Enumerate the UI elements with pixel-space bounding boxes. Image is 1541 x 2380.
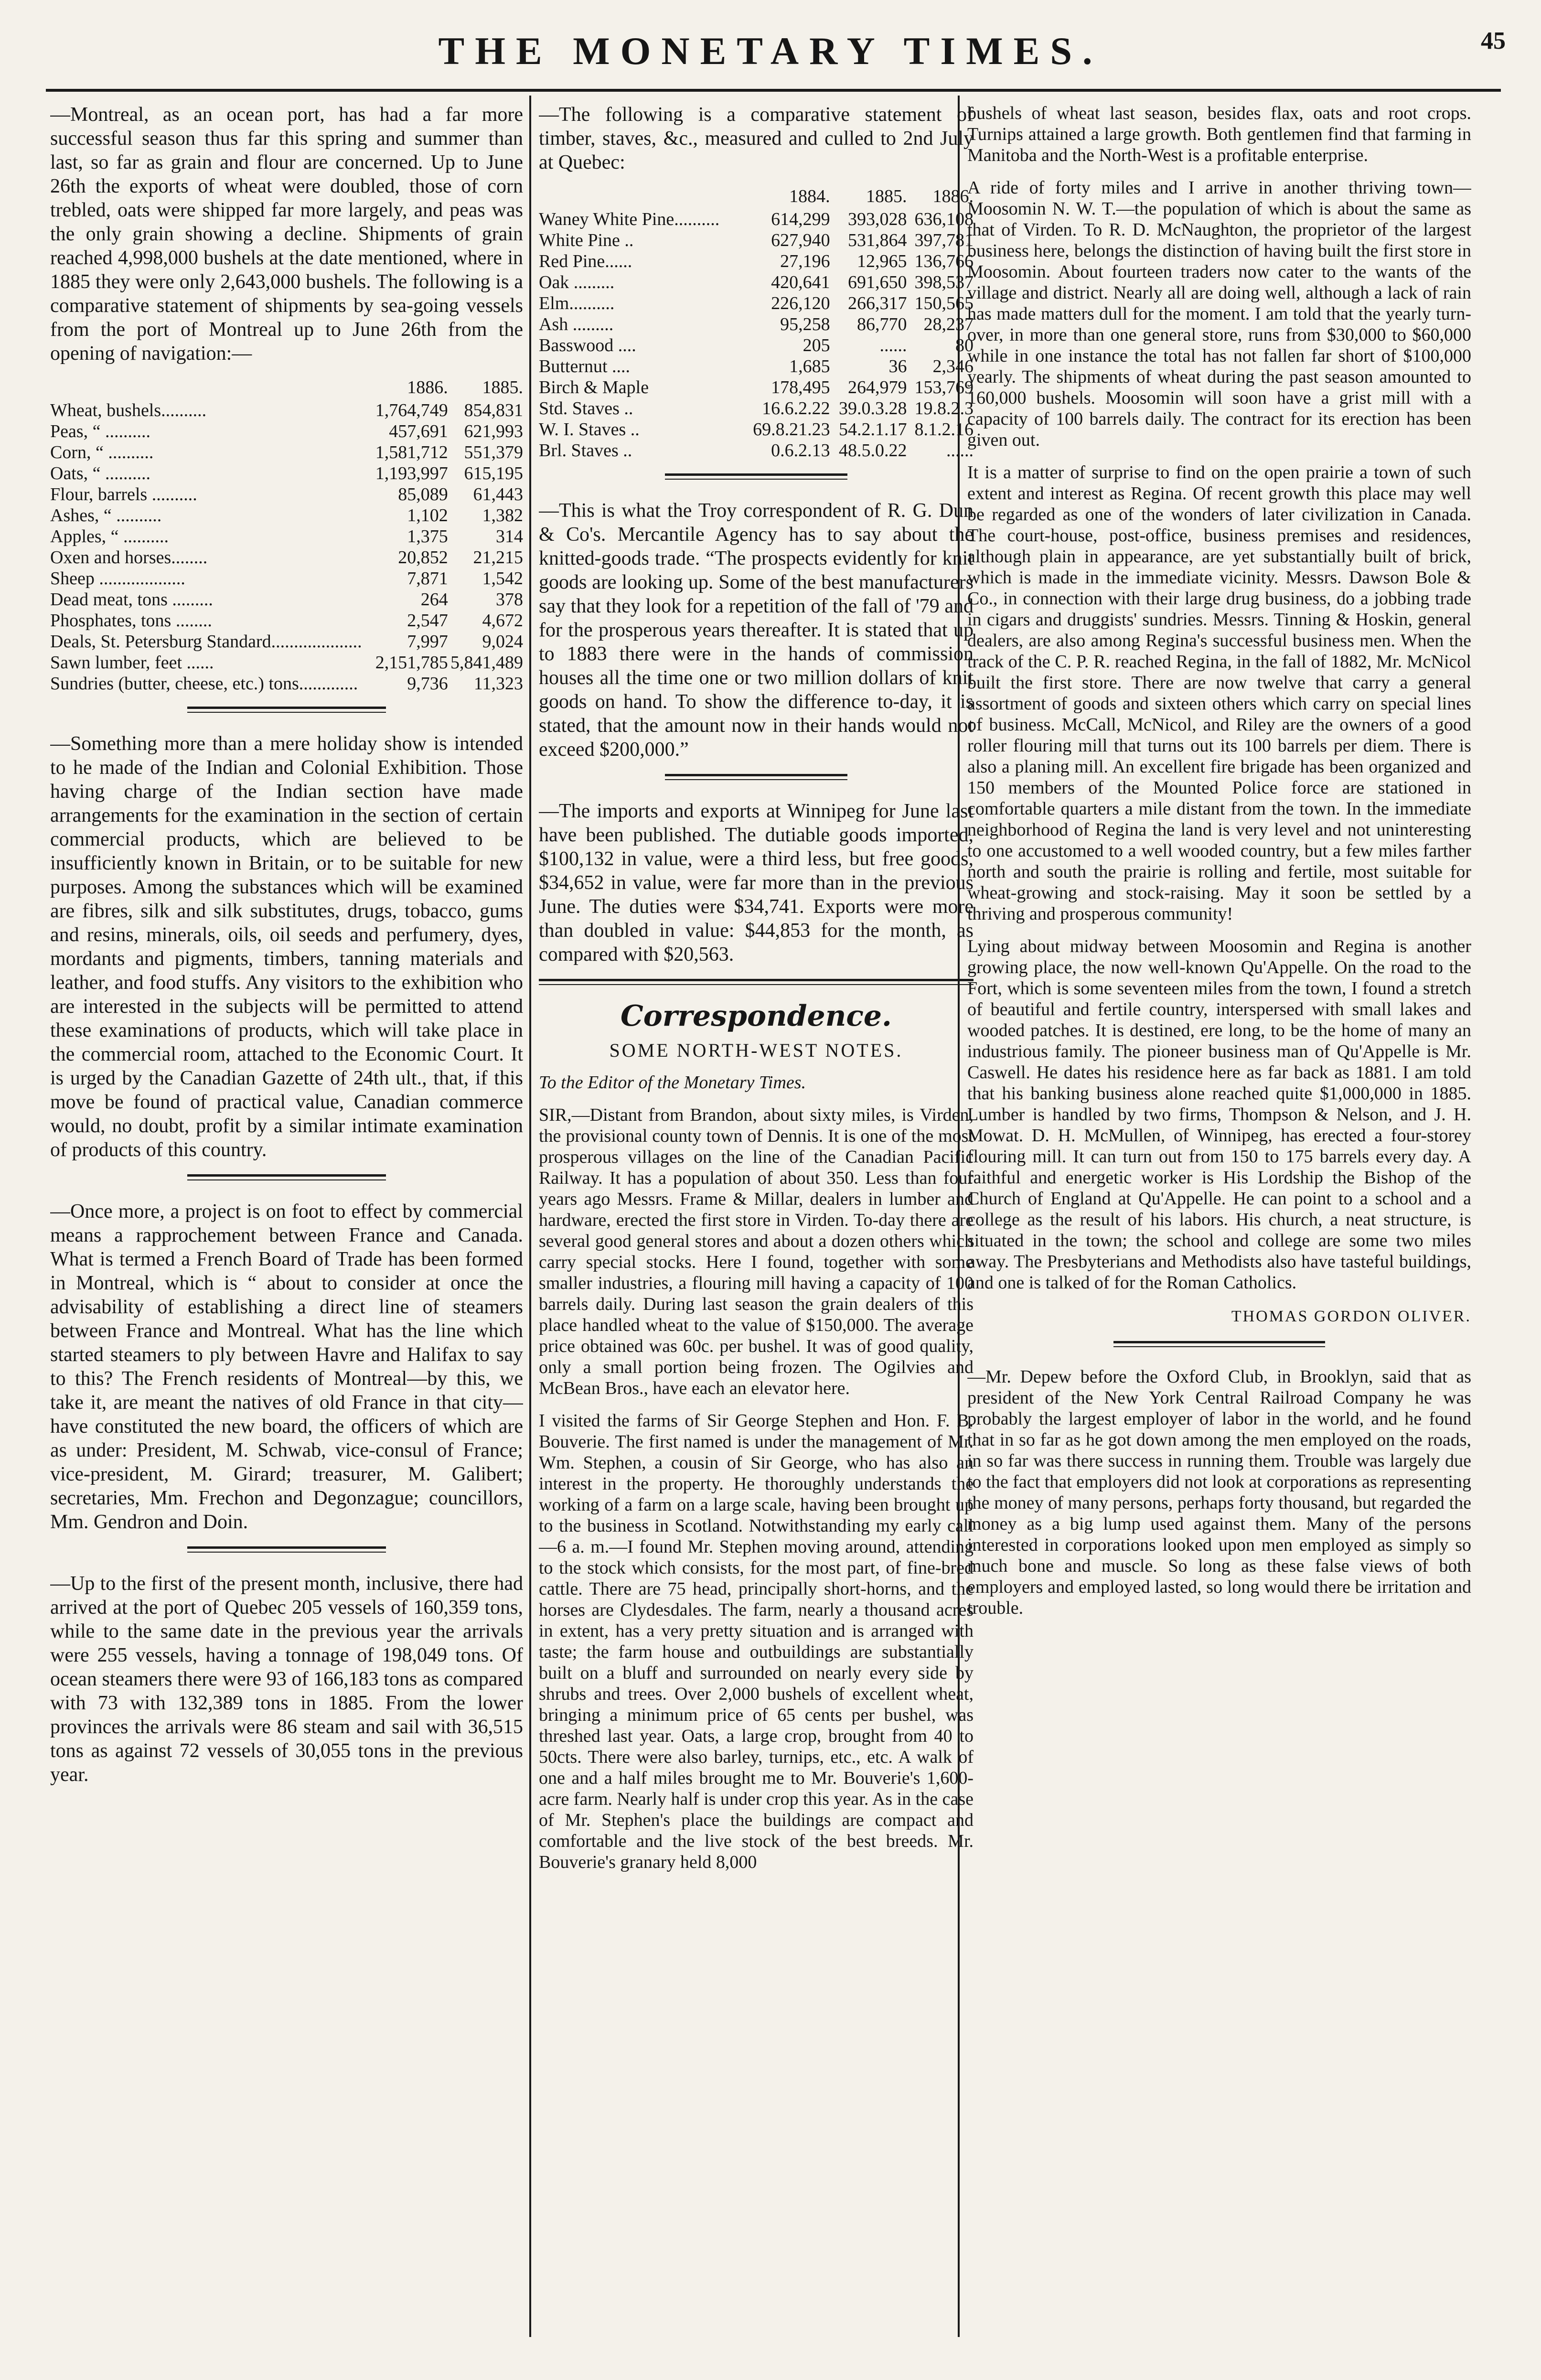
shipment-row <box>50 463 523 484</box>
letter-paragraph-continued: bushels of wheat last season, besides flax, oats and root crops. Turnips attained a large growth. Both gentlemen find that farming in Manitoba and the North-West is a profitable enterprise. <box>967 103 1471 165</box>
row-value: 0.6.2.13 <box>771 440 830 461</box>
table-header-cell: 1886. <box>407 377 448 397</box>
timber-row <box>539 398 974 419</box>
shipment-row <box>50 547 523 568</box>
row-value: 1,375 <box>407 526 448 547</box>
timber-row <box>539 419 974 440</box>
row-label: W. I. Staves .. <box>539 419 640 440</box>
letter-salutation: To the Editor of the Monetary Times. <box>539 1072 806 1093</box>
table-header-cell: 1885. <box>482 377 523 397</box>
article-separator <box>187 1174 386 1180</box>
row-label: Corn, “ .......... <box>50 442 154 462</box>
row-value: 136,766 <box>914 251 974 271</box>
row-value: 20,852 <box>398 547 448 568</box>
shipment-row <box>50 442 523 463</box>
row-value: 28,237 <box>923 314 974 334</box>
row-value: 5,841,489 <box>450 653 523 673</box>
timber-row <box>539 293 974 314</box>
shipment-row <box>50 526 523 547</box>
row-label: Flour, barrels .......... <box>50 484 197 504</box>
article-depew-oxford-club: —Mr. Depew before the Oxford Club, in Brooklyn, said that as president of the New York Central Railroad Company he was probably the largest employer of labor in the world, and he found that in so far as he got down among the men employed on the roads, in so far was there success in running them. Trouble was largely due to the fact that employers did not look at corporations as representing the money of many persons, perhaps forty thousand, but regarded the money as a big lump used against them. Many of the persons interested in corporations looked upon men employed as simply so much bone and muscle. So long as these false views of both employers and employed lasted, so long would there be irritation and trouble. <box>967 1367 1471 1618</box>
row-value: 264 <box>420 590 448 610</box>
row-value: 691,650 <box>848 272 907 292</box>
shipment-row <box>50 610 523 631</box>
row-value: 1,581,712 <box>375 442 448 462</box>
shipment-row <box>50 568 523 589</box>
row-label: Oats, “ .......... <box>50 463 151 483</box>
row-label: Wheat, bushels.......... <box>50 400 207 420</box>
row-value: 627,940 <box>771 230 830 250</box>
row-value: 226,120 <box>771 293 830 313</box>
shipment-row <box>50 652 523 673</box>
row-label: Deals, St. Petersburg Standard.................... <box>50 632 362 652</box>
timber-row <box>539 314 974 335</box>
timber-row <box>539 377 974 398</box>
row-value: 1,102 <box>407 505 448 525</box>
article-winnipeg-trade: —The imports and exports at Winnipeg for June last have been published. The dutiable goods imported, $100,132 in value, were a third less, but free goods, $34,652 in value, were far more than in the previous June. The duties were $34,741. Exports were more than doubled in value: $44,853 for the month, as compared with $20,563. <box>539 800 974 965</box>
shipment-row <box>50 400 523 421</box>
shipment-row <box>50 505 523 526</box>
timber-row <box>539 356 974 377</box>
column-2 <box>539 103 974 2347</box>
row-value: 1,382 <box>482 505 523 525</box>
row-value: 420,641 <box>771 272 830 292</box>
row-value: 80 <box>955 335 974 355</box>
row-value: 19.8.2.3 <box>914 398 974 418</box>
table-header-cell: 1884. <box>789 186 830 206</box>
shipment-row <box>50 673 523 694</box>
row-label: Birch & Maple <box>539 377 649 397</box>
letter-paragraph-farms: I visited the farms of Sir George Stephen and Hon. F. B. Bouverie. The first named is under the management of Mr. Wm. Stephen, a cousin of Sir George, who has also an interest in the property. He thoroughly understands the working of a farm on a large scale, having been brought up to the business in Scotland. Notwithstanding my early call —6 a. m.—I found Mr. Stephen moving around, attending to the stock which consists, for the most part, of fine-bred cattle. There are 75 head, principally short-horns, and the horses are Clydesdales. The farm, nearly a thousand acres in extent, has a very pretty situation and is arranged with taste; the farm house and outbuildings are substantially built on a bluff and surrounded on nearly every side by shrubs and trees. Over 2,000 bushels of excellent wheat, bringing a minimum price of 65 cents per bushel, was threshed last year. Oats, a large crop, brought from 40 to 50cts. There were also barley, turnips, etc., etc. A walk of one and a half miles brought me to Mr. Bouverie's 1,600-acre farm. Nearly half is under crop this year. As in the case of Mr. Stephen's place the buildings are compact and comfortable and the live stock of the best breeds. Mr. Bouverie's granary held 8,000 <box>539 1411 974 1872</box>
table-header-row <box>50 377 523 400</box>
row-value: 615,195 <box>464 463 523 483</box>
article-france-canada: —Once more, a project is on foot to effect by commercial means a rapprochement between France and Canada. What is termed a French Board of Trade has been formed in Montreal, which is “ about to consider at once the advisability of establishing a direct line of steamers between France and Montreal. What has the line which started steamers to ply between Havre and Halifax to say to this? The French residents of Montreal—by this, we take it, are meant the natives of old France in that city—have constituted the new board, the officers of which are as under: President, M. Schwab, vice-consul of France; vice-president, M. Girard; treasurer, M. Galibert; secretaries, Mm. Frechon and Degonzague; councillors, Mm. Gendron and Doin. <box>50 1201 523 1533</box>
row-value: 614,299 <box>771 209 830 229</box>
row-label: Brl. Staves .. <box>539 440 632 461</box>
article-timber-statement: —The following is a comparative statement of timber, staves, &c., measured and culled to 2nd July at Quebec: <box>539 104 974 173</box>
grain-shipments-table <box>50 377 523 694</box>
row-value: 36 <box>888 356 907 376</box>
row-value: 1,193,997 <box>375 463 448 483</box>
row-value: 9,736 <box>407 674 448 694</box>
row-value: 1,764,749 <box>375 400 448 420</box>
row-value: 150,565 <box>914 293 974 313</box>
row-label: Sheep ................... <box>50 568 185 589</box>
table-header-cell <box>50 377 373 400</box>
row-value: 393,028 <box>848 209 907 229</box>
shipment-row <box>50 484 523 505</box>
timber-row <box>539 209 974 230</box>
row-label: Oxen and horses........ <box>50 547 208 568</box>
row-value: 264,979 <box>848 377 907 397</box>
row-value: 2,346 <box>932 356 974 376</box>
shipment-row <box>50 631 523 652</box>
timber-table <box>539 186 974 461</box>
timber-row <box>539 440 974 461</box>
section-separator <box>539 979 974 985</box>
row-value: 398,537 <box>914 272 974 292</box>
timber-row <box>539 251 974 272</box>
column-rule-1 <box>529 96 531 2337</box>
row-value: 4,672 <box>482 611 523 631</box>
correspondence-heading: Correspondence. <box>621 999 892 1033</box>
row-value: 1,542 <box>482 568 523 589</box>
row-label: Butternut .... <box>539 356 631 376</box>
row-value: 7,871 <box>407 568 448 589</box>
row-value: 48.5.0.22 <box>839 440 907 461</box>
article-separator <box>187 707 386 713</box>
row-label: Basswood .... <box>539 335 636 355</box>
row-value: 95,258 <box>780 314 830 334</box>
table-header-cell <box>539 186 743 209</box>
row-label: Sawn lumber, feet ...... <box>50 653 214 673</box>
shipment-row <box>50 589 523 610</box>
letter-paragraph-virden: SIR,—Distant from Brandon, about sixty miles, is Virden, the provisional county town of Dennis. It is one of the most prosperous villages on the line of the Canadian Pacific Railway. It has a population of about 350. Less than four years ago Messrs. Frame & Millar, dealers in lumber and hardware, erected the first store in Virden. To-day there are several good general stores and about a dozen others which carry special stocks. Here I found, together with some smaller industries, a flouring mill having a capacity of 100 barrels daily. During last season the grain dealers of this place handled wheat to the value of $150,000. The average price obtained was 60c. per bushel. It was of good quality, only a small portion being frozen. The Ogilvies and McBean Bros., have each an elevator here. <box>539 1105 974 1398</box>
row-value: 27,196 <box>780 251 830 271</box>
row-value: 16.6.2.22 <box>762 398 830 418</box>
row-label: Phosphates, tons ........ <box>50 611 212 631</box>
row-value: 86,770 <box>857 314 907 334</box>
row-value: 61,443 <box>473 484 523 504</box>
letter-paragraph-quappelle: Lying about midway between Moosomin and Regina is another growing place, the now well-known Qu'Appelle. On the road to the Fort, which is some seventeen miles from the town, I found a stretch of beautiful and fertile country, interspersed with small lakes and wooded patches. It is destined, ere long, to be the home of many an industrious family. The pioneer business man of Qu'Appelle is Mr. Caswell. He dates his residence here as far back as 1881. I am told that his banking business alone reached quite $1,000,000 in 1885. Lumber is handled by two firms, Thompson & Nelson, and J. H. Mowat. D. H. McMullen, of Winnipeg, has erected a four-storey flouring mill. It can turn out from 150 to 175 barrels every day. A faithful and energetic worker is His Lordship the Bishop of the Church of England at Qu'Appelle. He can point to a school and a college as the result of his labors. His church, a neat structure, is situated in the town; the school and college are some two miles away. The Presbyterians and Methodists also have tasteful buildings, and one is talked of for the Roman Catholics. <box>967 936 1471 1293</box>
page-number: 45 <box>1481 27 1506 54</box>
row-value: 8.1.2.16 <box>914 419 974 440</box>
row-value: 54.2.1.17 <box>839 419 907 440</box>
header-rule <box>46 89 1501 92</box>
letter-paragraph-moosomin: A ride of forty miles and I arrive in another thriving town—Moosomin N. W. T.—the population of which is about the same as that of Virden. To R. D. McNaughton, the proprietor of the largest business here, belongs the distinction of having built the first store in Moosomin. About fourteen traders now cater to the wants of the village and district. Nearly all are doing well, although a lack of rain has made matters dull for the moment. I am told that the yearly turn-over, in more than one general store, runs from $30,000 to $60,000 while in one instance the total has not fallen far short of $100,000 yearly. The shipments of wheat during the past season amounted to 160,000 bushels. Moosomin will soon have a grist mill with a capacity of 100 barrels daily. The contract for its erection has been given out. <box>967 178 1471 450</box>
row-label: Waney White Pine.......... <box>539 209 720 229</box>
table-header-cell: 1885. <box>866 186 907 206</box>
timber-row <box>539 272 974 293</box>
row-value: ...... <box>879 335 907 355</box>
timber-row <box>539 230 974 251</box>
row-value: 205 <box>803 335 830 355</box>
article-montreal-port: —Montreal, as an ocean port, has had a far more successful season thus far this spring and summer than last, so far as grain and flour are concerned. Up to June 26th the exports of wheat were doubled, those of corn trebled, oats were shipped far more largely, and peas was the only grain showing a decline. Shipments of grain reached 4,998,000 bushels at the date mentioned, where in 1885 they were only 2,643,000 bushels. The following is a comparative statement of shipments by sea-going vessels from the port of Montreal up to June 26th from the opening of navigation:— <box>50 104 523 365</box>
column-1 <box>50 103 523 2347</box>
row-value: 21,215 <box>473 547 523 568</box>
row-value: 266,317 <box>848 293 907 313</box>
article-quebec-arrivals: —Up to the first of the present month, inclusive, there had arrived at the port of Quebec 205 vessels of 160,359 tons, while to the same date in the previous year the arrivals were 255 vessels, having a tonnage of 198,049 tons. Of ocean steamers there were 93 of 166,183 tons as compared with 73 with 132,389 tons in 1885. From the lower provinces the arrivals were 86 steam and sail with 36,515 tons as against 72 vessels of 30,055 tons in the previous year. <box>50 1573 523 1786</box>
article-indian-exhibition: —Something more than a mere holiday show is intended to he made of the Indian and Colonial Exhibition. Those having charge of the Indian section have made arrangements for the examination in the section of certain commercial products, which are believed to be insufficiently known in Britain, or to be suitable for new purposes. Among the substances which will be examined are fibres, silk and silk substitutes, drugs, tobacco, gums and resins, minerals, oils, oil seeds and perfumery, dyes, mordants and pigments, timbers, tanning materials and leather, and food stuffs. Any visitors to the exhibition who are interested in the subjects will be permitted to attend these examinations of products, which will take place in the commercial room, attached to the Economic Court. It is urged by the Canadian Gazette of 24th ult., that, if this move be found of practical value, Canadian commerce would, no doubt, profit by a similar intimate examination of products of this country. <box>50 733 523 1161</box>
row-value: 178,495 <box>771 377 830 397</box>
row-label: Elm.......... <box>539 293 615 313</box>
row-value: 153,769 <box>914 377 974 397</box>
table-header-row <box>539 186 974 209</box>
article-separator <box>1113 1341 1325 1347</box>
shipment-row <box>50 421 523 442</box>
row-value: 457,691 <box>389 421 448 441</box>
row-label: Oak ......... <box>539 272 615 292</box>
row-value: 314 <box>496 526 523 547</box>
article-knit-goods: —This is what the Troy correspondent of R. G. Dun & Co's. Mercantile Agency has to say about the knitted-goods trade. “The prospects evidently for knit goods are looking up. Some of the best manufacturers say that they look for a repetition of the fall of '79 and for the prosperous years thereafter. It is stated that up to 1883 there were in the hands of commission houses all the time one or two million dollars of knit goods on hand. To show the difference to-day, it is stated, that the amount now in their hands would not exceed $200,000.” <box>539 500 974 761</box>
row-label: Ash ......... <box>539 314 614 334</box>
row-value: 854,831 <box>464 400 523 420</box>
row-label: Apples, “ .......... <box>50 526 169 547</box>
article-separator <box>665 473 847 480</box>
letter-signature: THOMAS GORDON OLIVER. <box>1231 1308 1471 1325</box>
row-label: Dead meat, tons ......... <box>50 590 213 610</box>
row-value: 2,547 <box>407 611 448 631</box>
row-value: 621,993 <box>464 421 523 441</box>
row-label: Ashes, “ .......... <box>50 505 162 525</box>
row-value: 12,965 <box>857 251 907 271</box>
row-value: 39.0.3.28 <box>839 398 907 418</box>
table-header-cell: 1886. <box>932 186 974 206</box>
row-value: 9,024 <box>482 632 523 652</box>
article-separator <box>187 1546 386 1553</box>
row-value: 1,685 <box>789 356 830 376</box>
row-value: 378 <box>496 590 523 610</box>
timber-row <box>539 335 974 356</box>
row-value: 69.8.21.23 <box>753 419 830 440</box>
article-separator <box>665 774 847 780</box>
row-value: 636,108 <box>914 209 974 229</box>
row-value: 2,151,785 <box>375 653 448 673</box>
row-label: Std. Staves .. <box>539 398 633 418</box>
row-label: Peas, “ .......... <box>50 421 151 441</box>
letter-title: SOME NORTH-WEST NOTES. <box>609 1040 903 1061</box>
row-value: ...... <box>946 440 974 461</box>
row-label: White Pine .. <box>539 230 634 250</box>
row-value: 7,997 <box>407 632 448 652</box>
row-value: 85,089 <box>398 484 448 504</box>
masthead-title: THE MONETARY TIMES. <box>438 29 1103 73</box>
row-value: 551,379 <box>464 442 523 462</box>
row-value: 397,781 <box>914 230 974 250</box>
row-label: Red Pine...... <box>539 251 632 271</box>
row-label: Sundries (butter, cheese, etc.) tons............. <box>50 674 358 694</box>
column-3 <box>967 103 1471 2347</box>
row-value: 531,864 <box>848 230 907 250</box>
row-value: 11,323 <box>473 674 523 694</box>
letter-paragraph-regina: It is a matter of surprise to find on the open prairie a town of such extent and interest as Regina. Of recent growth this place may well be regarded as one of the wonders of later civilization in Canada. The court-house, post-office, business premises and residences, although plain in appearance, are yet substantially built of brick, which is made in the immediate vicinity. Messrs. Dawson Bole & Co., in connection with their large drug business, do a jobbing trade in cigars and druggists' sundries. Messrs. Tinning & Hoskin, general dealers, are also among Regina's successful business men. When the track of the C. P. R. reached Regina, in the fall of 1882, Mr. McNicol built the first store. There are now twelve that carry a general assortment of goods and sixteen others which carry on special lines of business. McCall, McNicol, and Riley are the owners of a good roller flouring mill that turns out its 100 barrels per diem. There is also a planing mill. An excellent fire brigade has been organized and 150 members of the Mounted Police force are stationed in comfortable quarters a mile distant from the town. In the immediate neighborhood of Regina the land is very level and not uninteresting to one accustomed to a well wooded country, but a few miles farther north and south the prairie is rolling and fertile, most suitable for wheat-growing and stock-raising. May it soon be settled by a thriving and prosperous community! <box>967 462 1471 924</box>
